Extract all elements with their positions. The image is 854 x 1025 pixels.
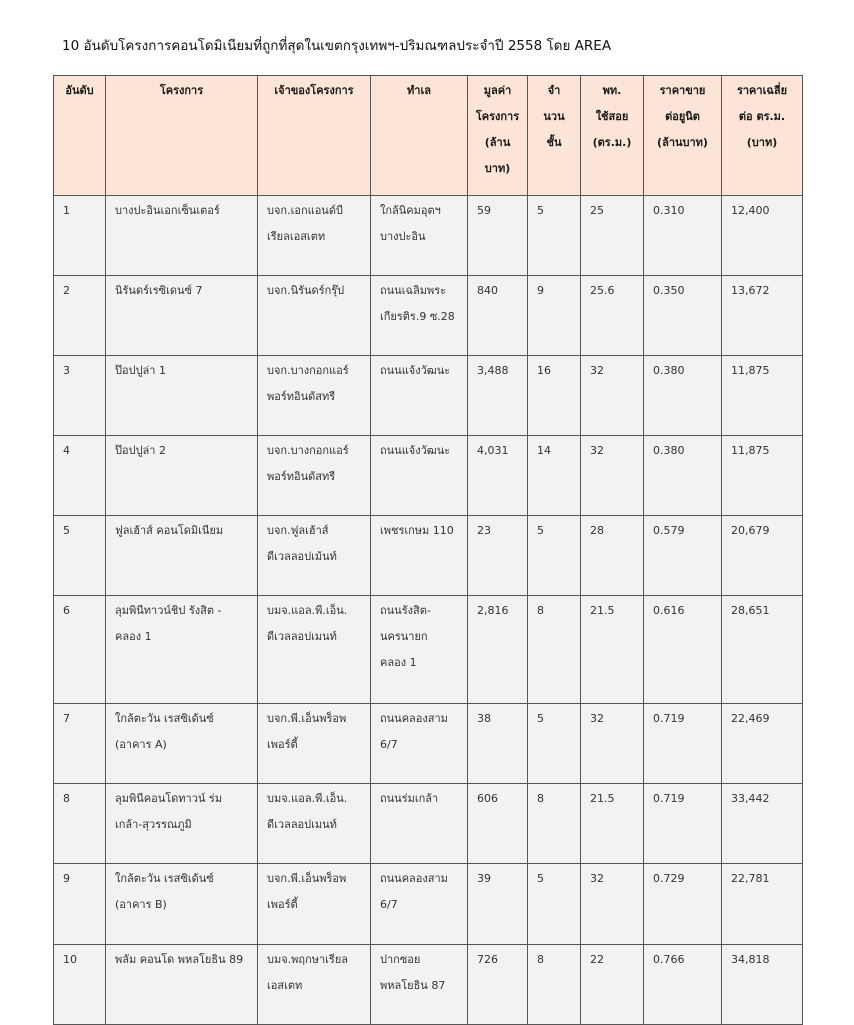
cell-floors: 14 [528, 436, 581, 516]
cell-text-line: เพชรเกษม 110 [380, 524, 454, 537]
cell-location [371, 784, 468, 864]
header-text-line: ชั้น [546, 136, 562, 149]
cell-price-sqm: 12,400 [722, 196, 803, 276]
cell-text-line: บจก.นิรันดร์กรุ๊ป [267, 284, 345, 297]
header-text-line: (บาท) [746, 136, 778, 149]
cell-text-line: ใกล้ตะวัน เรสซิเด้นซ์ [115, 872, 214, 885]
cell-area: 32 [581, 436, 644, 516]
cell-text-line: นครนายก [380, 630, 428, 643]
cell-floors: 16 [528, 356, 581, 436]
cell-price-sqm: 22,469 [722, 704, 803, 784]
cell-price-unit: 0.350 [644, 276, 722, 356]
cell-owner [258, 864, 371, 945]
cell-value: 726 [468, 945, 528, 1025]
cell-text-line: บมจ.แอล.พี.เอ็น. [267, 792, 348, 805]
cell-text-line: เอสเตท [267, 979, 303, 992]
header-text-line: โครงการ [159, 84, 204, 97]
header-text-line: ราคาขาย [659, 84, 706, 97]
cell-text-line: เรียลเอสเตท [267, 230, 326, 243]
cell-area: 22 [581, 945, 644, 1025]
cell-owner [258, 196, 371, 276]
header-text-line: (ล้าน [484, 136, 511, 149]
cell-value: 2,816 [468, 596, 528, 704]
cell-location [371, 704, 468, 784]
cell-area: 21.5 [581, 784, 644, 864]
cell-text-line: บจก.บางกอกแอร์ [267, 444, 349, 457]
cell-text-line: ถนนรังสิต- [380, 604, 431, 617]
cell-text-line: ถนนแจ้งวัฒนะ [380, 444, 451, 457]
cell-price-unit: 0.719 [644, 784, 722, 864]
header-text-line: ราคาเฉลี่ย [736, 84, 788, 97]
cell-project [106, 864, 258, 945]
cell-text-line: ป๊อปปูล่า 2 [115, 444, 166, 457]
cell-text-line: พอร์ทอินดัสทรี [267, 470, 336, 483]
header-text-line: (ตร.ม.) [592, 136, 632, 149]
cell-project [106, 945, 258, 1025]
cell-text-line: เกล้า-สุวรรณภูมิ [115, 818, 192, 831]
cell-price-unit: 0.729 [644, 864, 722, 945]
cell-text-line: ป๊อปปูล่า 1 [115, 364, 166, 377]
cell-text-line: บจก.ฟูลเฮ้าส์ [267, 524, 329, 537]
cell-price-sqm: 11,875 [722, 436, 803, 516]
cell-text-line: บมจ.แอล.พี.เอ็น. [267, 604, 348, 617]
table-row [54, 784, 803, 864]
column-header-floors [528, 76, 581, 196]
column-header-owner [258, 76, 371, 196]
cell-project [106, 516, 258, 596]
cell-text-line: พหลโยธิน 87 [380, 979, 446, 992]
cell-value: 606 [468, 784, 528, 864]
header-text-line: ทำเล [407, 84, 431, 97]
cell-rank: 5 [54, 516, 106, 596]
cell-text-line: ใกล้ตะวัน เรสซิเด้นซ์ [115, 712, 214, 725]
cell-area: 32 [581, 704, 644, 784]
condo-ranking-table [53, 75, 803, 1025]
cell-location [371, 276, 468, 356]
cell-rank: 9 [54, 864, 106, 945]
header-text-line: บาท) [484, 162, 511, 175]
column-header-value [468, 76, 528, 196]
cell-owner [258, 516, 371, 596]
cell-text-line: บางปะอินเอกเซ็นเตอร์ [115, 204, 220, 217]
cell-floors: 8 [528, 945, 581, 1025]
cell-text-line: บจก.พี.เอ็นพร็อพ [267, 872, 347, 885]
cell-text-line: ถนนเฉลิมพระ [380, 284, 447, 297]
cell-text-line: บางปะอิน [380, 230, 426, 243]
header-text-line: (ล้านบาท) [657, 136, 708, 149]
cell-project [106, 596, 258, 704]
cell-value: 59 [468, 196, 528, 276]
cell-owner [258, 945, 371, 1025]
cell-location [371, 196, 468, 276]
cell-text-line: เกียรติร.9 ซ.28 [380, 310, 455, 323]
cell-text-line: ปากซอย [380, 953, 421, 966]
cell-text-line: บมจ.พฤกษาเรียล [267, 953, 349, 966]
cell-rank: 1 [54, 196, 106, 276]
cell-owner [258, 704, 371, 784]
header-text-line: พท. [602, 84, 622, 97]
cell-floors: 5 [528, 196, 581, 276]
cell-owner [258, 276, 371, 356]
cell-location [371, 945, 468, 1025]
cell-price-sqm: 13,672 [722, 276, 803, 356]
cell-price-sqm: 22,781 [722, 864, 803, 945]
cell-text-line: พอร์ทอินดัสทรี [267, 390, 336, 403]
cell-price-sqm: 33,442 [722, 784, 803, 864]
cell-rank: 8 [54, 784, 106, 864]
cell-price-unit: 0.766 [644, 945, 722, 1025]
table-row [54, 516, 803, 596]
cell-value: 4,031 [468, 436, 528, 516]
cell-floors: 5 [528, 704, 581, 784]
header-text-line: นวน [543, 110, 565, 123]
table-row [54, 276, 803, 356]
cell-text-line: 6/7 [380, 738, 398, 751]
header-text-line: ใช้สอย [595, 110, 629, 123]
header-text-line: เจ้าของโครงการ [274, 84, 354, 97]
cell-owner [258, 784, 371, 864]
cell-floors: 8 [528, 784, 581, 864]
column-header-rank [54, 76, 106, 196]
cell-location [371, 596, 468, 704]
header-text-line: มูลค่า [483, 84, 512, 97]
cell-owner [258, 596, 371, 704]
column-header-price-unit [644, 76, 722, 196]
cell-price-unit: 0.579 [644, 516, 722, 596]
cell-price-unit: 0.719 [644, 704, 722, 784]
cell-location [371, 356, 468, 436]
cell-value: 39 [468, 864, 528, 945]
cell-owner [258, 436, 371, 516]
cell-text-line: ถนนคลองสาม [380, 872, 448, 885]
cell-text-line: ถนนร่มเกล้า [380, 792, 439, 805]
table-row [54, 704, 803, 784]
cell-value: 840 [468, 276, 528, 356]
cell-text-line: ถนนแจ้งวัฒนะ [380, 364, 451, 377]
cell-text-line: คลอง 1 [115, 630, 152, 643]
cell-project [106, 436, 258, 516]
cell-price-sqm: 11,875 [722, 356, 803, 436]
cell-text-line: ฟูลเฮ้าส์ คอนโดมิเนียม [115, 524, 224, 537]
column-header-project [106, 76, 258, 196]
cell-value: 23 [468, 516, 528, 596]
cell-price-unit: 0.616 [644, 596, 722, 704]
table-body [54, 196, 803, 1025]
cell-value: 3,488 [468, 356, 528, 436]
cell-rank: 4 [54, 436, 106, 516]
cell-area: 25 [581, 196, 644, 276]
cell-text-line: เพอร์ตี้ [267, 738, 298, 751]
cell-text-line: บจก.บางกอกแอร์ [267, 364, 349, 377]
table-row [54, 196, 803, 276]
column-header-price-sqm [722, 76, 803, 196]
cell-area: 28 [581, 516, 644, 596]
cell-area: 25.6 [581, 276, 644, 356]
cell-rank: 3 [54, 356, 106, 436]
cell-location [371, 864, 468, 945]
cell-rank: 2 [54, 276, 106, 356]
cell-text-line: ดีเวลลอปเมนท์ [267, 818, 337, 831]
table-header-row [54, 76, 803, 196]
cell-price-sqm: 34,818 [722, 945, 803, 1025]
cell-text-line: คลอง 1 [380, 656, 417, 669]
cell-price-sqm: 28,651 [722, 596, 803, 704]
cell-owner [258, 356, 371, 436]
cell-text-line: 6/7 [380, 898, 398, 911]
cell-text-line: ดีเวลลอปเม้นท์ [267, 550, 337, 563]
header-text-line: ต่อยูนิต [665, 110, 700, 123]
table-row [54, 356, 803, 436]
cell-project [106, 784, 258, 864]
cell-project [106, 704, 258, 784]
cell-price-unit: 0.380 [644, 356, 722, 436]
header-text-line: อันดับ [65, 84, 94, 97]
cell-project [106, 356, 258, 436]
cell-text-line: พลัม คอนโด พหลโยธิน 89 [115, 953, 244, 966]
cell-location [371, 436, 468, 516]
cell-text-line: ดีเวลลอปเมนท์ [267, 630, 337, 643]
table-row [54, 436, 803, 516]
column-header-area [581, 76, 644, 196]
table-row [54, 945, 803, 1025]
cell-text-line: บจก.พี.เอ็นพร็อพ [267, 712, 347, 725]
cell-project [106, 196, 258, 276]
document-title: 10 อันดับโครงการคอนโดมิเนียมที่ถูกที่สุดในเขตกรุงเทพฯ-ปริมณฑลประจำปี 2558 โดย AREA [62, 38, 612, 54]
cell-area: 21.5 [581, 596, 644, 704]
cell-text-line: ใกล้นิคมอุตฯ [380, 204, 441, 217]
cell-text-line: ลุมพินีคอนโดทาวน์ ร่ม [115, 792, 223, 805]
cell-text-line: (อาคาร B) [115, 898, 167, 911]
cell-text-line: ลุมพินีทาวน์ชิป รังสิต - [115, 604, 222, 617]
cell-floors: 8 [528, 596, 581, 704]
cell-floors: 5 [528, 864, 581, 945]
cell-text-line: (อาคาร A) [115, 738, 167, 751]
header-text-line: ต่อ ตร.ม. [738, 110, 786, 123]
cell-price-unit: 0.380 [644, 436, 722, 516]
cell-area: 32 [581, 356, 644, 436]
table-row [54, 596, 803, 704]
cell-rank: 6 [54, 596, 106, 704]
cell-floors: 9 [528, 276, 581, 356]
cell-value: 38 [468, 704, 528, 784]
cell-location [371, 516, 468, 596]
cell-price-unit: 0.310 [644, 196, 722, 276]
cell-text-line: บจก.เอกแอนด์บี [267, 204, 343, 217]
table-row [54, 864, 803, 945]
cell-text-line: นิรันดร์เรซิเดนซ์ 7 [115, 284, 203, 297]
cell-text-line: เพอร์ตี้ [267, 898, 298, 911]
cell-project [106, 276, 258, 356]
cell-area: 32 [581, 864, 644, 945]
cell-rank: 10 [54, 945, 106, 1025]
column-header-location [371, 76, 468, 196]
cell-text-line: ถนนคลองสาม [380, 712, 448, 725]
cell-rank: 7 [54, 704, 106, 784]
header-text-line: โครงการ [475, 110, 520, 123]
header-text-line: จำ [547, 84, 561, 97]
cell-price-sqm: 20,679 [722, 516, 803, 596]
cell-floors: 5 [528, 516, 581, 596]
